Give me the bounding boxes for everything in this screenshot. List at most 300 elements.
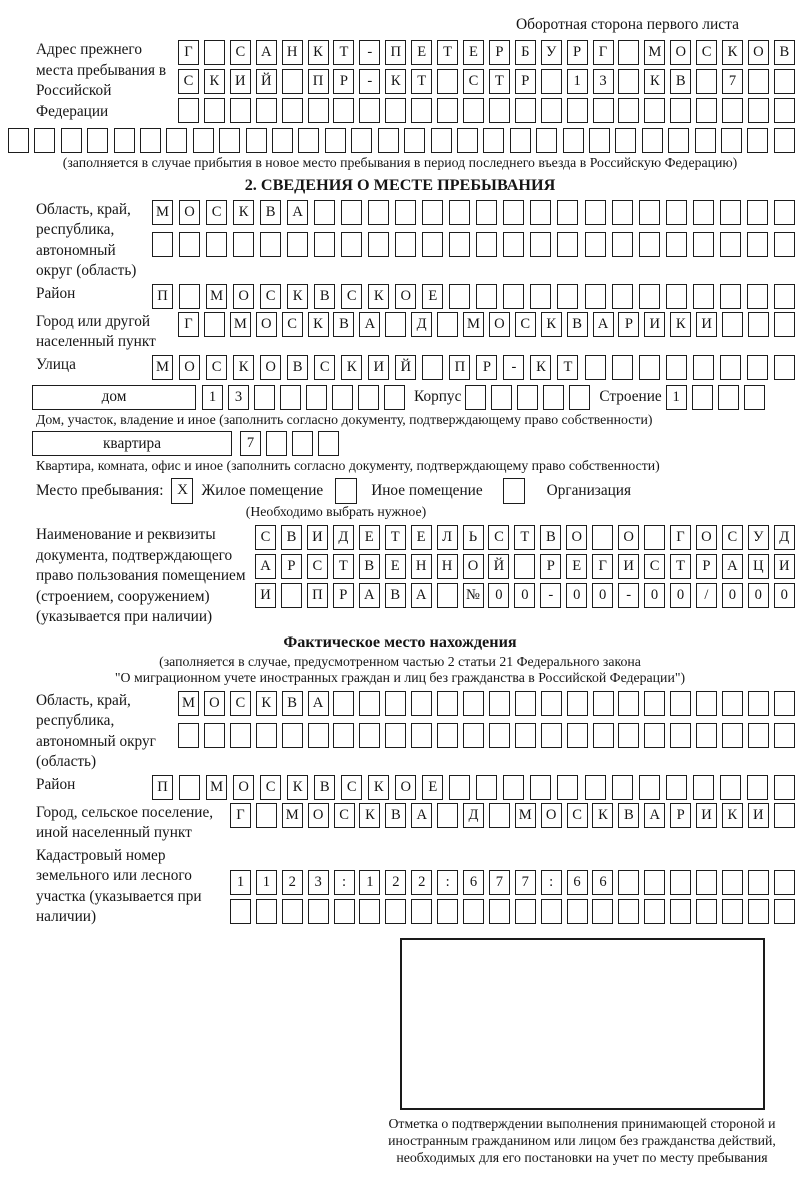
char-cell[interactable] bbox=[395, 232, 416, 257]
char-cell[interactable] bbox=[567, 98, 588, 123]
char-cell[interactable] bbox=[720, 284, 741, 309]
char-cell[interactable]: 0 bbox=[488, 583, 509, 608]
char-cell[interactable] bbox=[720, 200, 741, 225]
char-cell[interactable] bbox=[541, 69, 562, 94]
char-cell[interactable] bbox=[517, 385, 538, 410]
char-cell[interactable]: 0 bbox=[514, 583, 535, 608]
char-cell[interactable]: С bbox=[282, 312, 303, 337]
char-cell[interactable]: С bbox=[206, 355, 227, 380]
char-cell[interactable] bbox=[476, 200, 497, 225]
char-cell[interactable]: К bbox=[287, 775, 308, 800]
char-cell[interactable]: Р bbox=[670, 803, 691, 828]
char-cell[interactable]: П bbox=[385, 40, 406, 65]
char-cell[interactable] bbox=[503, 775, 524, 800]
char-cell[interactable]: Г bbox=[178, 40, 199, 65]
char-cell[interactable]: К bbox=[233, 355, 254, 380]
char-cell[interactable] bbox=[463, 723, 484, 748]
char-cell[interactable] bbox=[536, 128, 557, 153]
char-cell[interactable] bbox=[282, 723, 303, 748]
char-cell[interactable] bbox=[233, 232, 254, 257]
char-cell[interactable] bbox=[722, 98, 743, 123]
char-cell[interactable] bbox=[695, 128, 716, 153]
char-cell[interactable]: Р bbox=[618, 312, 639, 337]
char-cell[interactable]: Д bbox=[411, 312, 432, 337]
char-cell[interactable]: В bbox=[260, 200, 281, 225]
char-cell[interactable]: К bbox=[385, 69, 406, 94]
char-cell[interactable] bbox=[256, 98, 277, 123]
char-cell[interactable] bbox=[333, 98, 354, 123]
char-cell[interactable] bbox=[541, 723, 562, 748]
char-cell[interactable]: : bbox=[541, 870, 562, 895]
char-cell[interactable] bbox=[774, 803, 795, 828]
char-cell[interactable] bbox=[722, 870, 743, 895]
char-cell[interactable] bbox=[437, 312, 458, 337]
char-cell[interactable]: А bbox=[359, 583, 380, 608]
char-cell[interactable]: Г bbox=[178, 312, 199, 337]
char-cell[interactable]: В bbox=[774, 40, 795, 65]
char-cell[interactable] bbox=[720, 232, 741, 257]
char-cell[interactable]: С bbox=[230, 40, 251, 65]
char-cell[interactable] bbox=[178, 98, 199, 123]
char-cell[interactable] bbox=[543, 385, 564, 410]
char-cell[interactable] bbox=[333, 691, 354, 716]
char-cell[interactable]: М bbox=[152, 200, 173, 225]
char-cell[interactable] bbox=[332, 385, 353, 410]
char-cell[interactable] bbox=[359, 899, 380, 924]
char-cell[interactable]: О bbox=[308, 803, 329, 828]
char-cell[interactable]: К bbox=[308, 40, 329, 65]
char-cell[interactable] bbox=[368, 232, 389, 257]
char-cell[interactable] bbox=[718, 385, 739, 410]
char-cell[interactable]: Т bbox=[333, 40, 354, 65]
char-cell[interactable]: О bbox=[256, 312, 277, 337]
char-cell[interactable] bbox=[280, 385, 301, 410]
char-cell[interactable] bbox=[318, 431, 339, 456]
char-cell[interactable]: - bbox=[540, 583, 561, 608]
char-cell[interactable] bbox=[567, 723, 588, 748]
char-cell[interactable]: 0 bbox=[722, 583, 743, 608]
char-cell[interactable]: И bbox=[368, 355, 389, 380]
char-cell[interactable]: Н bbox=[411, 554, 432, 579]
char-cell[interactable] bbox=[179, 775, 200, 800]
char-cell[interactable]: Р bbox=[515, 69, 536, 94]
char-cell[interactable] bbox=[774, 870, 795, 895]
char-cell[interactable]: В bbox=[314, 775, 335, 800]
char-cell[interactable] bbox=[449, 775, 470, 800]
char-cell[interactable] bbox=[693, 775, 714, 800]
char-cell[interactable] bbox=[748, 98, 769, 123]
char-cell[interactable] bbox=[585, 200, 606, 225]
char-cell[interactable] bbox=[385, 312, 406, 337]
char-cell[interactable]: 7 bbox=[489, 870, 510, 895]
char-cell[interactable] bbox=[437, 899, 458, 924]
char-cell[interactable]: И bbox=[696, 803, 717, 828]
char-cell[interactable] bbox=[541, 691, 562, 716]
char-cell[interactable]: О bbox=[179, 355, 200, 380]
char-cell[interactable] bbox=[748, 691, 769, 716]
char-cell[interactable]: С bbox=[722, 525, 743, 550]
char-cell[interactable] bbox=[557, 284, 578, 309]
char-cell[interactable] bbox=[774, 232, 795, 257]
char-cell[interactable]: С bbox=[230, 691, 251, 716]
char-cell[interactable] bbox=[308, 98, 329, 123]
char-cell[interactable] bbox=[385, 723, 406, 748]
char-cell[interactable] bbox=[422, 232, 443, 257]
char-cell[interactable]: И bbox=[774, 554, 795, 579]
char-cell[interactable] bbox=[306, 385, 327, 410]
char-cell[interactable] bbox=[287, 232, 308, 257]
char-cell[interactable] bbox=[541, 899, 562, 924]
char-cell[interactable] bbox=[693, 232, 714, 257]
char-cell[interactable]: 1 bbox=[256, 870, 277, 895]
char-cell[interactable]: 2 bbox=[282, 870, 303, 895]
char-cell[interactable]: И bbox=[618, 554, 639, 579]
char-cell[interactable] bbox=[489, 899, 510, 924]
char-cell[interactable]: О bbox=[748, 40, 769, 65]
char-cell[interactable] bbox=[384, 385, 405, 410]
char-cell[interactable] bbox=[463, 98, 484, 123]
char-cell[interactable] bbox=[281, 583, 302, 608]
char-cell[interactable] bbox=[612, 232, 633, 257]
char-cell[interactable] bbox=[557, 232, 578, 257]
char-cell[interactable]: Е bbox=[422, 775, 443, 800]
char-cell[interactable] bbox=[670, 691, 691, 716]
char-cell[interactable] bbox=[747, 200, 768, 225]
char-cell[interactable]: Н bbox=[437, 554, 458, 579]
char-cell[interactable]: 7 bbox=[240, 431, 261, 456]
char-cell[interactable]: В bbox=[314, 284, 335, 309]
char-cell[interactable] bbox=[395, 200, 416, 225]
char-cell[interactable] bbox=[666, 284, 687, 309]
char-cell[interactable] bbox=[292, 431, 313, 456]
char-cell[interactable]: К bbox=[233, 200, 254, 225]
char-cell[interactable]: П bbox=[308, 69, 329, 94]
char-cell[interactable] bbox=[314, 200, 335, 225]
char-cell[interactable] bbox=[179, 232, 200, 257]
char-cell[interactable]: А bbox=[255, 554, 276, 579]
char-cell[interactable]: Р bbox=[476, 355, 497, 380]
char-cell[interactable]: Е bbox=[463, 40, 484, 65]
char-cell[interactable] bbox=[612, 284, 633, 309]
char-cell[interactable] bbox=[503, 200, 524, 225]
char-cell[interactable] bbox=[359, 98, 380, 123]
char-cell[interactable] bbox=[589, 128, 610, 153]
char-cell[interactable] bbox=[696, 899, 717, 924]
char-cell[interactable]: Д bbox=[463, 803, 484, 828]
char-cell[interactable] bbox=[378, 128, 399, 153]
char-cell[interactable] bbox=[385, 98, 406, 123]
char-cell[interactable] bbox=[747, 128, 768, 153]
char-cell[interactable]: С bbox=[260, 284, 281, 309]
char-cell[interactable]: О bbox=[463, 554, 484, 579]
char-cell[interactable] bbox=[515, 723, 536, 748]
char-cell[interactable] bbox=[351, 128, 372, 153]
char-cell[interactable] bbox=[385, 691, 406, 716]
char-cell[interactable] bbox=[615, 128, 636, 153]
char-cell[interactable] bbox=[230, 899, 251, 924]
char-cell[interactable]: А bbox=[256, 40, 277, 65]
char-cell[interactable]: В bbox=[282, 691, 303, 716]
char-cell[interactable]: 7 bbox=[515, 870, 536, 895]
char-cell[interactable] bbox=[246, 128, 267, 153]
char-cell[interactable] bbox=[457, 128, 478, 153]
char-cell[interactable]: А bbox=[644, 803, 665, 828]
char-cell[interactable] bbox=[465, 385, 486, 410]
char-cell[interactable] bbox=[503, 232, 524, 257]
char-cell[interactable] bbox=[515, 899, 536, 924]
char-cell[interactable]: Ц bbox=[748, 554, 769, 579]
char-cell[interactable]: С bbox=[314, 355, 335, 380]
char-cell[interactable]: У bbox=[541, 40, 562, 65]
char-cell[interactable]: Ь bbox=[463, 525, 484, 550]
char-cell[interactable] bbox=[567, 691, 588, 716]
char-cell[interactable]: Б bbox=[515, 40, 536, 65]
char-cell[interactable]: Г bbox=[593, 40, 614, 65]
char-cell[interactable] bbox=[696, 691, 717, 716]
char-cell[interactable]: И bbox=[255, 583, 276, 608]
char-cell[interactable]: В bbox=[385, 803, 406, 828]
char-cell[interactable] bbox=[644, 870, 665, 895]
char-cell[interactable] bbox=[530, 232, 551, 257]
char-cell[interactable] bbox=[593, 723, 614, 748]
char-cell[interactable]: 7 bbox=[722, 69, 743, 94]
char-cell[interactable] bbox=[325, 128, 346, 153]
residence-type-checkbox-zhiloe[interactable]: X bbox=[171, 478, 193, 504]
char-cell[interactable]: 6 bbox=[592, 870, 613, 895]
char-cell[interactable]: О bbox=[179, 200, 200, 225]
char-cell[interactable] bbox=[266, 431, 287, 456]
char-cell[interactable] bbox=[491, 385, 512, 410]
char-cell[interactable] bbox=[569, 385, 590, 410]
char-cell[interactable] bbox=[585, 232, 606, 257]
char-cell[interactable]: 0 bbox=[670, 583, 691, 608]
char-cell[interactable] bbox=[204, 723, 225, 748]
char-cell[interactable] bbox=[722, 312, 743, 337]
char-cell[interactable]: П bbox=[152, 284, 173, 309]
char-cell[interactable]: В bbox=[287, 355, 308, 380]
char-cell[interactable]: М bbox=[178, 691, 199, 716]
char-cell[interactable] bbox=[774, 200, 795, 225]
char-cell[interactable] bbox=[720, 775, 741, 800]
char-cell[interactable]: П bbox=[152, 775, 173, 800]
char-cell[interactable]: 3 bbox=[308, 870, 329, 895]
char-cell[interactable]: Т bbox=[514, 525, 535, 550]
char-cell[interactable]: Р bbox=[281, 554, 302, 579]
char-cell[interactable] bbox=[774, 899, 795, 924]
char-cell[interactable] bbox=[618, 69, 639, 94]
char-cell[interactable] bbox=[618, 870, 639, 895]
char-cell[interactable] bbox=[747, 232, 768, 257]
char-cell[interactable]: Е bbox=[422, 284, 443, 309]
char-cell[interactable] bbox=[411, 691, 432, 716]
char-cell[interactable] bbox=[670, 899, 691, 924]
char-cell[interactable] bbox=[114, 128, 135, 153]
char-cell[interactable]: 1 bbox=[230, 870, 251, 895]
char-cell[interactable] bbox=[668, 128, 689, 153]
char-cell[interactable] bbox=[722, 899, 743, 924]
char-cell[interactable]: О bbox=[618, 525, 639, 550]
char-cell[interactable] bbox=[666, 200, 687, 225]
char-cell[interactable] bbox=[341, 232, 362, 257]
char-cell[interactable]: О bbox=[395, 775, 416, 800]
char-cell[interactable]: К bbox=[368, 284, 389, 309]
char-cell[interactable]: М bbox=[206, 284, 227, 309]
char-cell[interactable]: А bbox=[308, 691, 329, 716]
char-cell[interactable]: К bbox=[530, 355, 551, 380]
char-cell[interactable]: С bbox=[463, 69, 484, 94]
char-cell[interactable]: 6 bbox=[463, 870, 484, 895]
char-cell[interactable] bbox=[489, 803, 510, 828]
char-cell[interactable] bbox=[282, 899, 303, 924]
char-cell[interactable]: С bbox=[696, 40, 717, 65]
char-cell[interactable]: К bbox=[308, 312, 329, 337]
char-cell[interactable]: А bbox=[722, 554, 743, 579]
char-cell[interactable]: Д bbox=[333, 525, 354, 550]
char-cell[interactable]: Р bbox=[333, 583, 354, 608]
char-cell[interactable]: У bbox=[748, 525, 769, 550]
char-cell[interactable]: В bbox=[670, 69, 691, 94]
char-cell[interactable] bbox=[748, 69, 769, 94]
char-cell[interactable] bbox=[693, 284, 714, 309]
char-cell[interactable]: П bbox=[449, 355, 470, 380]
char-cell[interactable]: П bbox=[307, 583, 328, 608]
char-cell[interactable] bbox=[476, 775, 497, 800]
char-cell[interactable]: А bbox=[287, 200, 308, 225]
char-cell[interactable] bbox=[744, 385, 765, 410]
char-cell[interactable]: Т bbox=[385, 525, 406, 550]
char-cell[interactable] bbox=[411, 899, 432, 924]
char-cell[interactable]: М bbox=[463, 312, 484, 337]
char-cell[interactable] bbox=[314, 232, 335, 257]
char-cell[interactable] bbox=[476, 284, 497, 309]
char-cell[interactable] bbox=[748, 899, 769, 924]
char-cell[interactable]: Г bbox=[670, 525, 691, 550]
char-cell[interactable]: И bbox=[307, 525, 328, 550]
char-cell[interactable] bbox=[585, 284, 606, 309]
char-cell[interactable]: О bbox=[233, 284, 254, 309]
char-cell[interactable]: А bbox=[411, 583, 432, 608]
char-cell[interactable] bbox=[670, 870, 691, 895]
char-cell[interactable]: М bbox=[230, 312, 251, 337]
char-cell[interactable]: Р bbox=[333, 69, 354, 94]
char-cell[interactable] bbox=[437, 583, 458, 608]
char-cell[interactable] bbox=[422, 200, 443, 225]
char-cell[interactable] bbox=[308, 723, 329, 748]
char-cell[interactable] bbox=[483, 128, 504, 153]
char-cell[interactable]: Т bbox=[670, 554, 691, 579]
char-cell[interactable] bbox=[437, 723, 458, 748]
char-cell[interactable] bbox=[774, 98, 795, 123]
char-cell[interactable]: К bbox=[670, 312, 691, 337]
char-cell[interactable]: Е bbox=[566, 554, 587, 579]
char-cell[interactable] bbox=[747, 284, 768, 309]
char-cell[interactable] bbox=[437, 803, 458, 828]
char-cell[interactable] bbox=[385, 899, 406, 924]
char-cell[interactable]: С bbox=[567, 803, 588, 828]
char-cell[interactable]: 1 bbox=[202, 385, 223, 410]
char-cell[interactable] bbox=[670, 98, 691, 123]
char-cell[interactable]: Р bbox=[696, 554, 717, 579]
char-cell[interactable]: Е bbox=[385, 554, 406, 579]
char-cell[interactable] bbox=[618, 691, 639, 716]
char-cell[interactable]: Й bbox=[488, 554, 509, 579]
char-cell[interactable]: С bbox=[644, 554, 665, 579]
char-cell[interactable]: М bbox=[644, 40, 665, 65]
char-cell[interactable] bbox=[256, 899, 277, 924]
char-cell[interactable] bbox=[557, 200, 578, 225]
char-cell[interactable] bbox=[431, 128, 452, 153]
char-cell[interactable] bbox=[193, 128, 214, 153]
char-cell[interactable] bbox=[666, 232, 687, 257]
char-cell[interactable] bbox=[254, 385, 275, 410]
char-cell[interactable]: М bbox=[515, 803, 536, 828]
char-cell[interactable]: 0 bbox=[748, 583, 769, 608]
char-cell[interactable]: О bbox=[395, 284, 416, 309]
char-cell[interactable] bbox=[166, 128, 187, 153]
char-cell[interactable]: - bbox=[359, 40, 380, 65]
char-cell[interactable] bbox=[8, 128, 29, 153]
char-cell[interactable] bbox=[693, 355, 714, 380]
char-cell[interactable]: С bbox=[307, 554, 328, 579]
char-cell[interactable]: Е bbox=[359, 525, 380, 550]
char-cell[interactable] bbox=[747, 775, 768, 800]
char-cell[interactable] bbox=[644, 98, 665, 123]
char-cell[interactable] bbox=[34, 128, 55, 153]
char-cell[interactable] bbox=[61, 128, 82, 153]
char-cell[interactable] bbox=[334, 899, 355, 924]
char-cell[interactable] bbox=[567, 899, 588, 924]
char-cell[interactable]: К bbox=[541, 312, 562, 337]
char-cell[interactable]: Т bbox=[557, 355, 578, 380]
char-cell[interactable] bbox=[333, 723, 354, 748]
char-cell[interactable] bbox=[722, 723, 743, 748]
char-cell[interactable]: : bbox=[334, 870, 355, 895]
char-cell[interactable] bbox=[404, 128, 425, 153]
char-cell[interactable]: В bbox=[618, 803, 639, 828]
char-cell[interactable] bbox=[696, 723, 717, 748]
char-cell[interactable] bbox=[510, 128, 531, 153]
char-cell[interactable] bbox=[639, 232, 660, 257]
char-cell[interactable]: К bbox=[722, 40, 743, 65]
char-cell[interactable] bbox=[489, 98, 510, 123]
char-cell[interactable]: № bbox=[463, 583, 484, 608]
char-cell[interactable]: Е bbox=[411, 525, 432, 550]
char-cell[interactable] bbox=[437, 691, 458, 716]
char-cell[interactable] bbox=[612, 355, 633, 380]
char-cell[interactable] bbox=[720, 355, 741, 380]
residence-type-checkbox-inoe[interactable] bbox=[335, 478, 357, 504]
char-cell[interactable] bbox=[774, 312, 795, 337]
char-cell[interactable] bbox=[359, 723, 380, 748]
char-cell[interactable] bbox=[593, 691, 614, 716]
char-cell[interactable]: С bbox=[206, 200, 227, 225]
char-cell[interactable] bbox=[204, 40, 225, 65]
char-cell[interactable]: Д bbox=[774, 525, 795, 550]
char-cell[interactable]: Т bbox=[437, 40, 458, 65]
char-cell[interactable] bbox=[774, 723, 795, 748]
char-cell[interactable]: 3 bbox=[593, 69, 614, 94]
char-cell[interactable]: М bbox=[282, 803, 303, 828]
char-cell[interactable] bbox=[206, 232, 227, 257]
char-cell[interactable]: - bbox=[359, 69, 380, 94]
char-cell[interactable]: В bbox=[333, 312, 354, 337]
char-cell[interactable] bbox=[585, 775, 606, 800]
char-cell[interactable]: А bbox=[411, 803, 432, 828]
char-cell[interactable] bbox=[774, 284, 795, 309]
char-cell[interactable]: И bbox=[230, 69, 251, 94]
char-cell[interactable] bbox=[618, 899, 639, 924]
char-cell[interactable]: А bbox=[359, 312, 380, 337]
